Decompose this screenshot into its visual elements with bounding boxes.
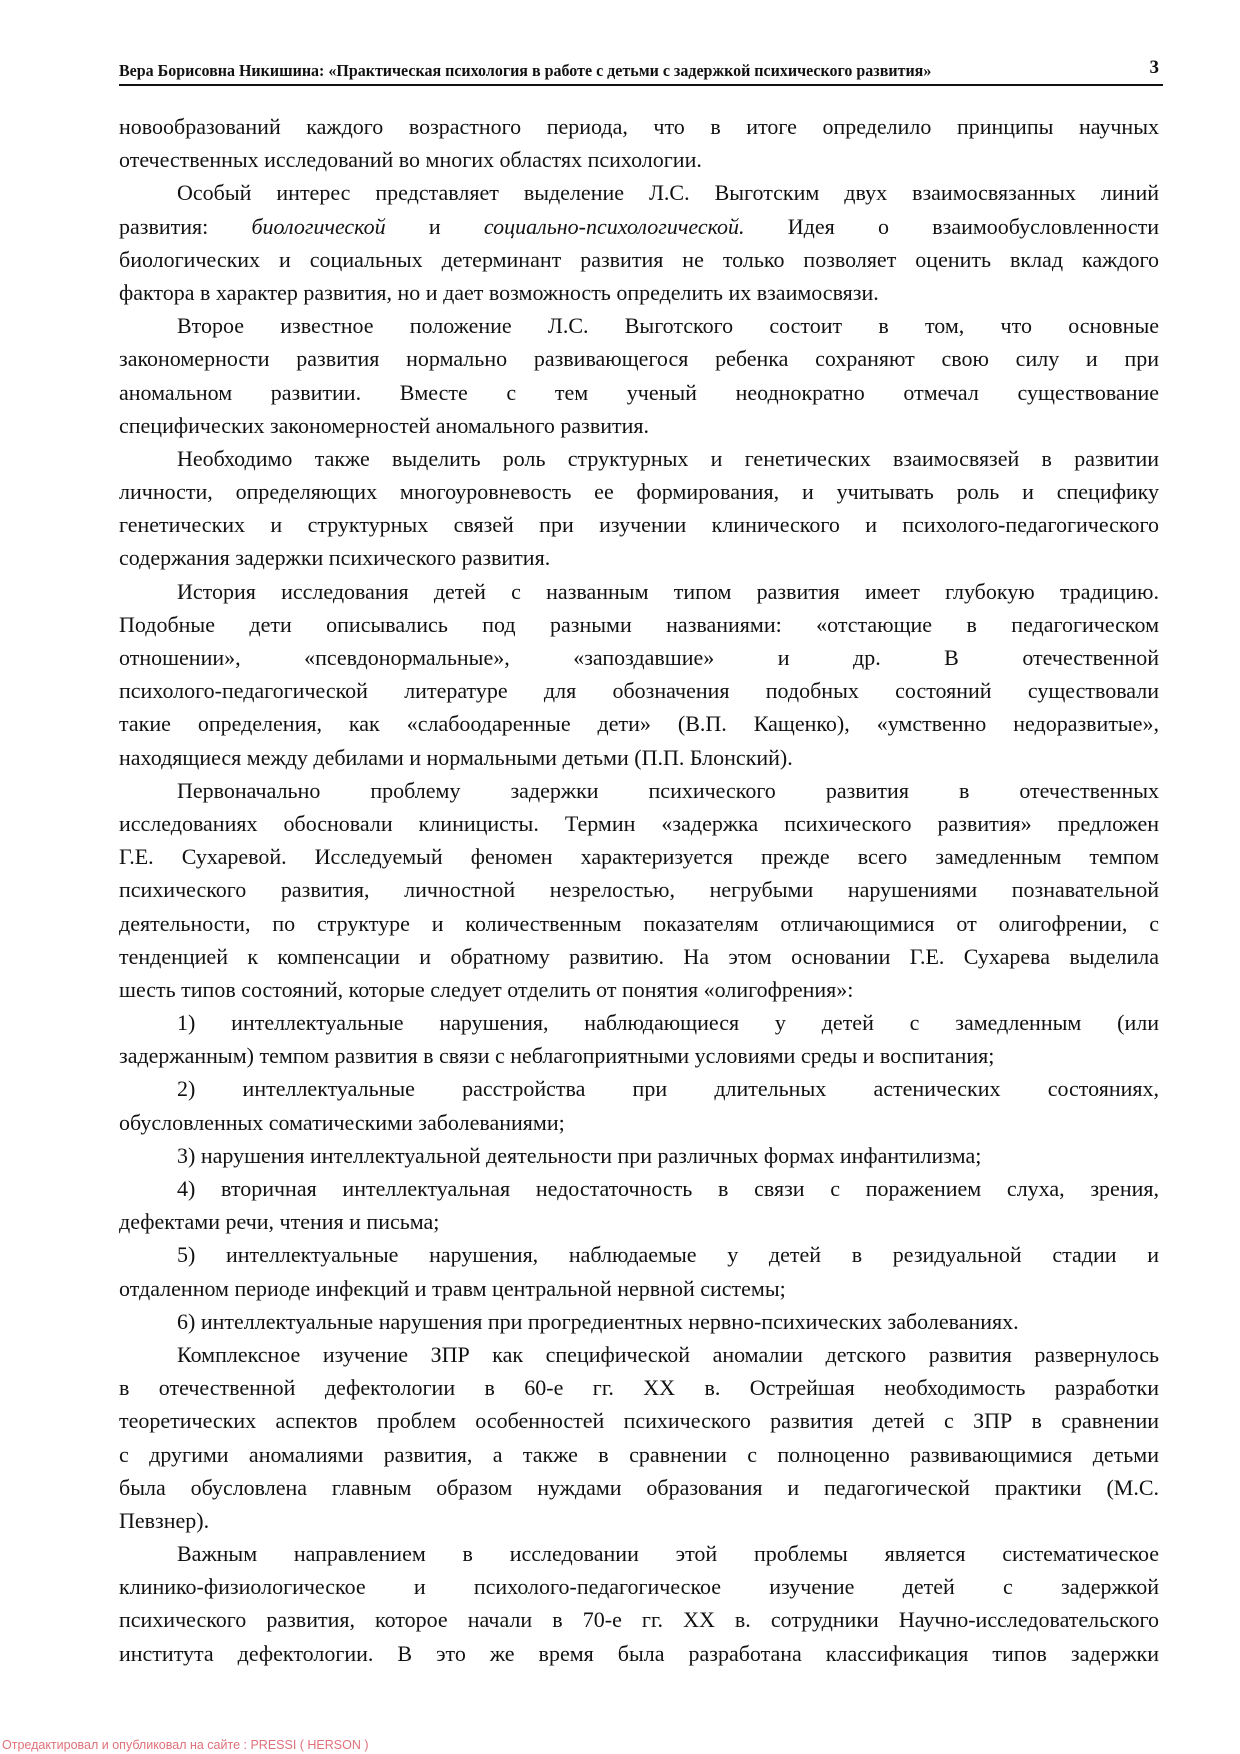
paragraph — [119, 110, 1159, 176]
text-line: отечественных исследований во многих областях психологии. — [119, 147, 702, 173]
paragraph — [119, 1305, 1159, 1338]
paragraph — [119, 176, 1159, 309]
text-line: тенденцией к компенсации и обратному развитию. На этом основании Г.Е. Сухарева выделила — [119, 943, 1159, 969]
text-line: Необходимо также выделить роль структурных и генетических взаимосвязей в развитии — [177, 445, 1159, 471]
text-line: Подобные дети описывались под разными названиями: «отстающие в педагогическом — [119, 611, 1159, 637]
text-line: 2) интеллектуальные расстройства при длительных астенических состояниях, — [177, 1076, 1159, 1102]
text-line: 6) интеллектуальные нарушения при прогредиентных нервно-психических заболеваниях. — [177, 1308, 1019, 1334]
text-line: исследованиях обосновали клиницисты. Термин «задержка психического развития» предложен — [119, 810, 1159, 836]
text-line: находящиеся между дебилами и нормальными детьми (П.П. Блонский). — [119, 744, 793, 770]
paragraph — [119, 575, 1159, 774]
text-line: теоретических аспектов проблем особенностей психического развития детей с ЗПР в сравнении — [119, 1408, 1159, 1434]
text-line: клинико-физиологическое и психолого-педагогическое изучение детей с задержкой — [119, 1574, 1159, 1600]
text-line: История исследования детей с названным типом развития имеет глубокую традицию. — [177, 578, 1159, 604]
text-line: обусловленных соматическими заболеваниями; — [119, 1109, 565, 1135]
text-line — [119, 210, 1159, 243]
text-segment: Идея о взаимообусловленности — [744, 213, 1159, 239]
text-line: шесть типов состояний, которые следует отделить от понятия «олигофрения»: — [119, 976, 854, 1002]
text-line: была обусловлена главным образом нуждами образования и педагогической практики (М.С. — [119, 1474, 1159, 1500]
paragraph — [119, 442, 1159, 575]
text-line: биологических и социальных детерминант развития не только позволяет оценить вклад каждого — [119, 246, 1159, 272]
text-line: специфических закономерностей аномального развития. — [119, 412, 650, 438]
paragraph — [119, 1537, 1159, 1670]
footer-credit: Отредактировал и опубликовал на сайте : PRESSI ( HERSON ) — [2, 1738, 369, 1752]
text-line: в отечественной дефектологии в 60-е гг. XX в. Острейшая необходимость разработки — [119, 1375, 1159, 1401]
text-line: Второе известное положение Л.С. Выготского состоит в том, что основные — [177, 313, 1159, 339]
paragraph — [119, 1172, 1159, 1238]
text-line: отношении», «псевдонормальные», «запоздавшие» и др. В отечественной — [119, 645, 1159, 670]
text-line: Важным направлением в исследовании этой проблемы является систематическое — [177, 1541, 1159, 1567]
text-line: психолого-педагогической литературе для обозначения подобных состояний существовали — [119, 678, 1159, 704]
page-number: 3 — [1149, 57, 1159, 78]
paragraph — [119, 309, 1159, 442]
document-body — [119, 110, 1159, 1670]
paragraph — [119, 1072, 1159, 1138]
text-line: психического развития, которое начали в 70-е гг. XX в. сотрудники Научно-исследовательского — [119, 1607, 1159, 1633]
text-line: Г.Е. Сухаревой. Исследуемый феномен характеризуется прежде всего замедленным темпом — [119, 844, 1159, 870]
text-line: с другими аномалиями развития, а также в сравнении с полноценно развивающимися детьми — [119, 1441, 1159, 1467]
text-line: психического развития, личностной незрелостью, негрубыми нарушениями познавательной — [119, 877, 1159, 903]
text-line: дефектами речи, чтения и письма; — [119, 1209, 440, 1235]
text-line: 3) нарушения интеллектуальной деятельности при различных формах инфантилизма; — [177, 1142, 982, 1168]
text-line: Особый интерес представляет выделение Л.С. Выготским двух взаимосвязанных линий — [177, 180, 1159, 206]
text-line: генетических и структурных связей при изучении клинического и психолого-педагогического — [119, 512, 1159, 538]
text-line: 5) интеллектуальные нарушения, наблюдаемые у детей в резидуальной стадии и — [177, 1242, 1159, 1268]
paragraph — [119, 1338, 1159, 1537]
text-line: 4) вторичная интеллектуальная недостаточность в связи с поражением слуха, зрения, — [177, 1176, 1159, 1201]
text-line: отдаленном периоде инфекций и травм центральной нервной системы; — [119, 1275, 786, 1301]
text-line: содержания задержки психического развития. — [119, 545, 551, 571]
text-segment: развития: — [119, 213, 252, 239]
italic-term: социально-психологической. — [483, 213, 745, 239]
paragraph — [119, 1139, 1159, 1172]
text-line: деятельности, по структуре и количественным показателям отличающимися от олигофрении, с — [119, 910, 1159, 936]
text-line: Комплексное изучение ЗПР как специфической аномалии детского развития развернулось — [177, 1341, 1159, 1367]
text-line: аномальном развитии. Вместе с тем ученый неоднократно отмечал существование — [119, 379, 1159, 405]
paragraph — [119, 1238, 1159, 1304]
text-line: закономерности развития нормально развивающегося ребенка сохраняют свою силу и при — [119, 346, 1159, 372]
paragraph — [119, 774, 1159, 1006]
paragraph — [119, 1006, 1159, 1072]
text-line: института дефектологии. В это же время была разработана классификация типов задержки — [119, 1640, 1159, 1666]
text-line: такие определения, как «слабоодаренные дети» (В.П. Кащенко), «умственно недоразвитые», — [119, 711, 1159, 737]
italic-term: биологической — [251, 213, 386, 239]
header-title: Вера Борисовна Никишина: «Практическая психология в работе с детьми с задержкой психического развития» — [119, 61, 932, 80]
text-line: новообразований каждого возрастного периода, что в итоге определило принципы научных — [119, 114, 1159, 139]
text-segment: и — [385, 213, 484, 239]
text-line: личности, определяющих многоуровневость ее формирования, и учитывать роль и специфику — [119, 479, 1159, 505]
running-header — [119, 58, 1163, 86]
text-line: Первоначально проблему задержки психического развития в отечественных — [177, 777, 1159, 803]
text-line: 1) интеллектуальные нарушения, наблюдающиеся у детей с замедленным (или — [177, 1010, 1159, 1036]
text-line: фактора в характер развития, но и дает возможность определить их взаимосвязи. — [119, 279, 879, 305]
text-line: Певзнер). — [119, 1507, 210, 1533]
text-line: задержанным) темпом развития в связи с неблагоприятными условиями среды и воспитания; — [119, 1043, 995, 1069]
